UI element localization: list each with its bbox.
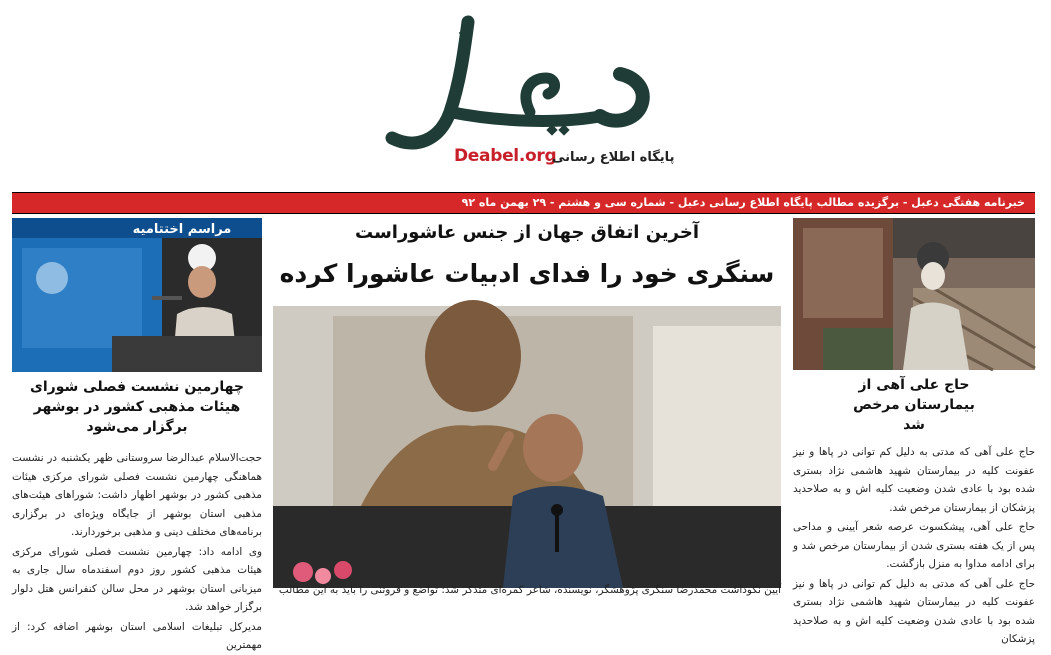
right-story [793, 218, 1035, 645]
main-story [273, 218, 781, 601]
left-photo-banner-text: مراسم اختتامیه [132, 222, 232, 237]
site-domain[interactable]: Deabel.org [454, 146, 557, 166]
right-story-photo [793, 218, 1035, 370]
left-story-paragraph: مدیرکل تبلیغات اسلامی استان بوشهر اضافه کرد: از مهمترین [12, 620, 262, 651]
main-story-caption: آیین نکوداشت محمدرضا سنگری پژوهشگر، نویسنده، شاعر کمره‌ای متذکر شد: تواضع و فروتنی را باید به این مطالب [278, 584, 781, 596]
main-story-supertitle: آخرین اتفاق جهان از جنس عاشوراست [355, 222, 699, 243]
issue-banner: خبرنامه هفتگی دعبل - برگزیده مطالب پایگاه اطلاع رسانی دعبل - شماره سی و هشتم - ۲۹ بهمن ماه ۹۲ [12, 192, 1035, 214]
right-story-paragraph: حاج علی آهی، پیشکسوت عرصه شعر آیینی و مداحی پس از یک هفته بستری شدن از بیمارستان مرخص شد و برای ادامه مداوا به منزل بازگشت. [793, 521, 1035, 570]
left-story-paragraph: حجت‌الاسلام عبدالرضا سروستانی ظهر یکشنبه در نشست هماهنگی چهارمین نشست فصلی شورای مرکزی هیئات مذهبی کشور در بوشهر اظهار داشت: شوراهای هیئت‌های مذهبی استان بوشهر از جایگاه ویژه‌ای در برگزاری برنامه‌های مختلف دینی و مذهبی برخوردارند. [12, 452, 262, 538]
right-story-paragraph: حاج علی آهی که مدتی به دلیل کم توانی در پاها و نیز عفونت کلیه در بیمارستان شهید هاشمی نژاد بستری شده بود با عادی شدن وضعیت کلیه اش و به صلاحدید پزشکان از بیمارستان مرخص شد. [793, 446, 1035, 514]
left-story-headline[interactable]: چهارمین نشست فصلی شورای هیئات مذهبی کشور در بوشهر برگزار می‌شود [30, 379, 244, 435]
left-story-body [12, 449, 262, 655]
deabel-logo [380, 12, 660, 162]
right-story-body [793, 443, 1035, 649]
left-story-paragraph: وی ادامه داد: چهارمین نشست فصلی شورای مرکزی هیئات مذهبی کشور روز دوم اسفندماه سال جاری به میزبانی استان بوشهر در محل سالن کنفرانس هتل دلوار برگزار خواهد شد. [12, 545, 262, 613]
right-story-headline[interactable]: حاج علی آهی از بیمارستان مرخص شد [853, 377, 975, 433]
main-story-title[interactable]: سنگری خود را فدای ادبیات عاشورا کرده [279, 259, 775, 288]
left-story-photo [12, 218, 262, 372]
main-story-photo [273, 306, 781, 588]
site-subtitle: پایگاه اطلاع رسانی [552, 150, 675, 165]
right-story-paragraph: حاج علی آهی که مدتی به دلیل کم توانی در پاها و نیز عفونت کلیه در بیمارستان شهید هاشمی نژاد بستری شده بود با عادی شدن وضعیت کلیه اش و به صلاحدید پزشکان [793, 577, 1035, 645]
left-story [12, 218, 262, 651]
